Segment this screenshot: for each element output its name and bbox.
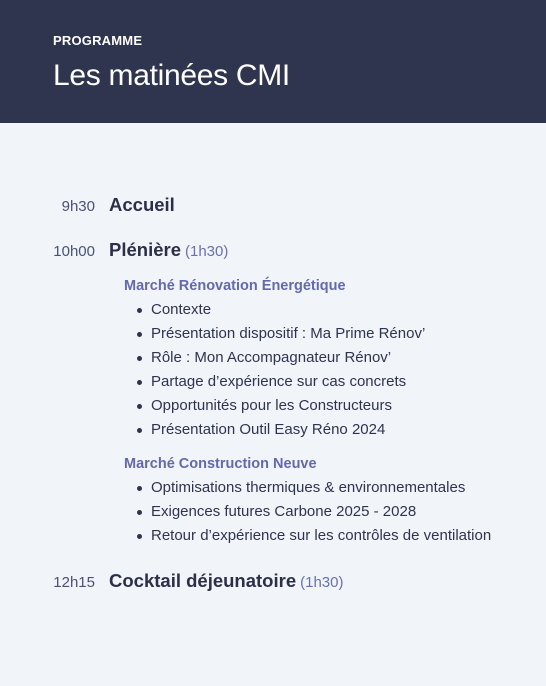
list-item: Présentation dispositif : Ma Prime Rénov’ [137, 322, 425, 346]
slot-time: 12h15 [53, 574, 95, 591]
slot-title [109, 239, 228, 263]
bullet-icon [137, 404, 142, 409]
slot-title-text: Cocktail déjeunatoire [109, 570, 297, 591]
list-item: Rôle : Mon Accompagnateur Rénov’ [137, 346, 425, 370]
slot-title-text: Plénière [109, 239, 181, 260]
section-list-renovation [137, 298, 425, 442]
section-heading-construction: Marché Construction Neuve [124, 456, 317, 472]
bullet-icon [137, 534, 142, 539]
slot-title: Accueil [109, 194, 175, 215]
list-item: Présentation Outil Easy Réno 2024 [137, 418, 425, 442]
list-item: Exigences futures Carbone 2025 - 2028 [137, 500, 491, 524]
agenda-slot-cocktail [0, 570, 546, 594]
page-header [0, 0, 546, 123]
section-list-construction [137, 476, 491, 548]
bullet-icon [137, 510, 142, 515]
bullet-icon [137, 332, 142, 337]
list-item: Partage d’expérience sur cas concrets [137, 370, 425, 394]
bullet-icon [137, 308, 142, 313]
slot-time: 10h00 [53, 243, 95, 260]
slot-duration: (1h30) [300, 574, 344, 591]
bullet-icon [137, 486, 142, 491]
list-item: Retour d’expérience sur les contrôles de ventilation [137, 524, 491, 548]
agenda-slot-pleniere [0, 239, 546, 263]
slot-duration: (1h30) [185, 243, 229, 260]
eyebrow-label: PROGRAMME [53, 33, 143, 48]
bullet-icon [137, 380, 142, 385]
section-heading-renovation: Marché Rénovation Énergétique [124, 278, 346, 294]
bullet-icon [137, 356, 142, 361]
agenda-slot-accueil [0, 194, 546, 218]
slot-title [109, 570, 343, 594]
list-item: Contexte [137, 298, 425, 322]
list-item: Optimisations thermiques & environnementales [137, 476, 491, 500]
slot-time: 9h30 [61, 198, 95, 215]
page-title: Les matinées CMI [53, 59, 290, 92]
bullet-icon [137, 428, 142, 433]
list-item: Opportunités pour les Constructeurs [137, 394, 425, 418]
